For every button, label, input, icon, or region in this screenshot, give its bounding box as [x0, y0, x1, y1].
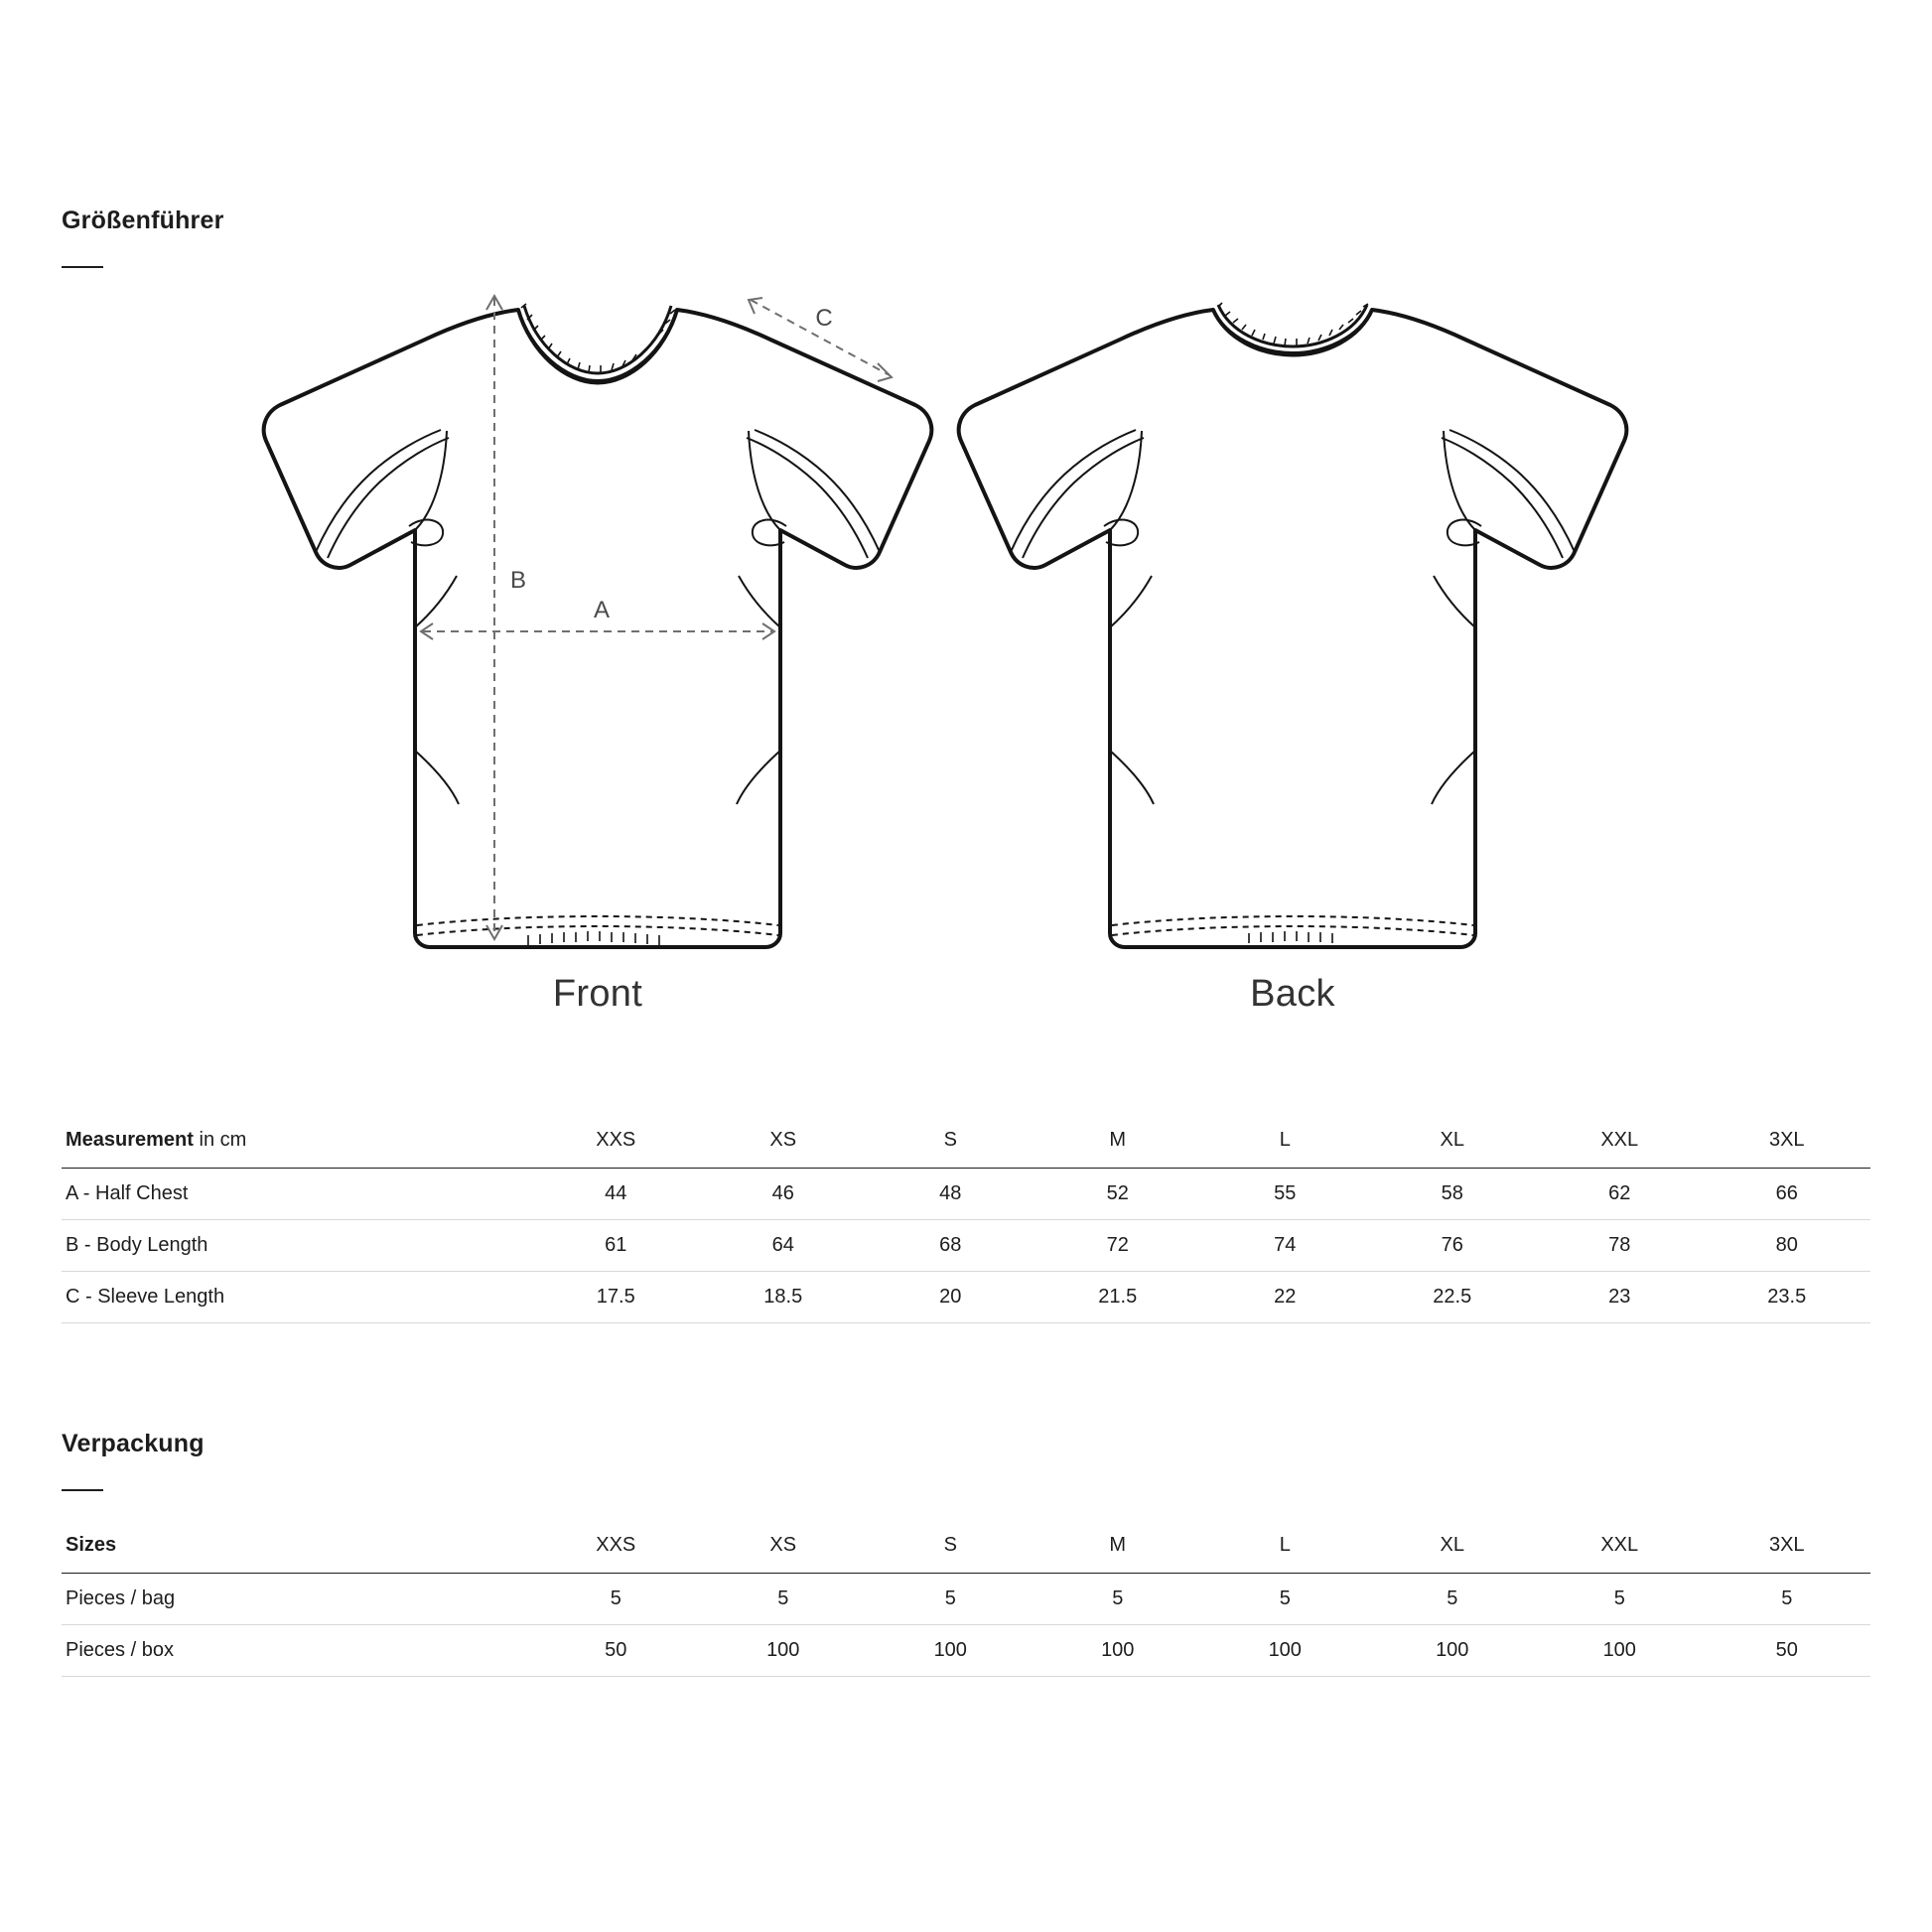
table-cell: 50 — [532, 1625, 700, 1677]
packaging-heading-rule — [62, 1489, 103, 1491]
table-cell: 22 — [1201, 1272, 1369, 1323]
table-cell: 61 — [532, 1220, 700, 1272]
table-cell: 74 — [1201, 1220, 1369, 1272]
table-cell: 50 — [1704, 1625, 1871, 1677]
table-cell: 20 — [867, 1272, 1035, 1323]
table-cell: 5 — [867, 1574, 1035, 1625]
column-header: XXL — [1536, 1517, 1704, 1574]
column-header: S — [867, 1112, 1035, 1169]
row-label: Pieces / box — [62, 1625, 532, 1677]
table-cell: 21.5 — [1035, 1272, 1202, 1323]
table-cell: 100 — [1369, 1625, 1537, 1677]
table-cell: 100 — [1035, 1625, 1202, 1677]
svg-text:A: A — [593, 597, 611, 623]
column-header: S — [867, 1517, 1035, 1574]
table-cell: 48 — [867, 1169, 1035, 1220]
table-cell: 5 — [1201, 1574, 1369, 1625]
table-header-row — [62, 1112, 1870, 1169]
table-row — [62, 1169, 1870, 1220]
measurement-header-unit: in cm — [193, 1128, 247, 1151]
table-cell: 5 — [1369, 1574, 1537, 1625]
table-row — [62, 1574, 1870, 1625]
table-cell: 5 — [700, 1574, 868, 1625]
sizes-header-strong: Sizes — [66, 1533, 117, 1556]
table-cell: 44 — [532, 1169, 700, 1220]
svg-text:B: B — [509, 567, 527, 594]
table-cell: 100 — [1201, 1625, 1369, 1677]
tshirt-front-illustration — [220, 278, 975, 973]
packaging-heading: Verpackung — [62, 1430, 205, 1457]
size-guide-heading-rule — [62, 266, 103, 268]
column-header: XL — [1369, 1112, 1537, 1169]
table-cell: 76 — [1369, 1220, 1537, 1272]
sizes-header-cell — [62, 1517, 532, 1574]
table-cell: 5 — [1035, 1574, 1202, 1625]
table-cell: 68 — [867, 1220, 1035, 1272]
table-cell: 5 — [1536, 1574, 1704, 1625]
size-guide-heading: Größenführer — [62, 207, 224, 234]
table-header-row — [62, 1517, 1870, 1574]
table-cell: 46 — [700, 1169, 868, 1220]
measurement-table — [62, 1112, 1870, 1323]
back-view-label: Back — [1250, 973, 1335, 1015]
table-row — [62, 1220, 1870, 1272]
packaging-table — [62, 1517, 1870, 1677]
tshirt-illustrations — [62, 278, 1870, 1052]
table-cell: 23.5 — [1704, 1272, 1871, 1323]
table-cell: 72 — [1035, 1220, 1202, 1272]
table-cell: 52 — [1035, 1169, 1202, 1220]
measurement-header-strong: Measurement — [66, 1128, 194, 1151]
table-cell: 23 — [1536, 1272, 1704, 1323]
column-header: XS — [700, 1112, 868, 1169]
table-cell: 78 — [1536, 1220, 1704, 1272]
table-cell: 100 — [1536, 1625, 1704, 1677]
column-header: M — [1035, 1112, 1202, 1169]
front-view-label: Front — [552, 973, 643, 1015]
table-cell: 62 — [1536, 1169, 1704, 1220]
row-label: C - Sleeve Length — [62, 1272, 532, 1323]
column-header: 3XL — [1704, 1517, 1871, 1574]
row-label: Pieces / bag — [62, 1574, 532, 1625]
table-row — [62, 1272, 1870, 1323]
column-header: L — [1201, 1517, 1369, 1574]
table-cell: 100 — [700, 1625, 868, 1677]
table-cell: 58 — [1369, 1169, 1537, 1220]
table-cell: 5 — [1704, 1574, 1871, 1625]
table-cell: 55 — [1201, 1169, 1369, 1220]
measurement-header-cell — [62, 1112, 532, 1169]
table-cell: 66 — [1704, 1169, 1871, 1220]
column-header: XL — [1369, 1517, 1537, 1574]
table-cell: 17.5 — [532, 1272, 700, 1323]
table-cell: 100 — [867, 1625, 1035, 1677]
column-header: M — [1035, 1517, 1202, 1574]
table-cell: 80 — [1704, 1220, 1871, 1272]
row-label: A - Half Chest — [62, 1169, 532, 1220]
table-cell: 64 — [700, 1220, 868, 1272]
column-header: XXS — [532, 1112, 700, 1169]
column-header: XXL — [1536, 1112, 1704, 1169]
column-header: L — [1201, 1112, 1369, 1169]
row-label: B - Body Length — [62, 1220, 532, 1272]
table-cell: 5 — [532, 1574, 700, 1625]
column-header: XXS — [532, 1517, 700, 1574]
column-header: 3XL — [1704, 1112, 1871, 1169]
table-cell: 18.5 — [700, 1272, 868, 1323]
svg-text:C: C — [815, 305, 833, 332]
table-cell: 22.5 — [1369, 1272, 1537, 1323]
table-row — [62, 1625, 1870, 1677]
column-header: XS — [700, 1517, 868, 1574]
tshirt-back-illustration — [915, 278, 1670, 973]
